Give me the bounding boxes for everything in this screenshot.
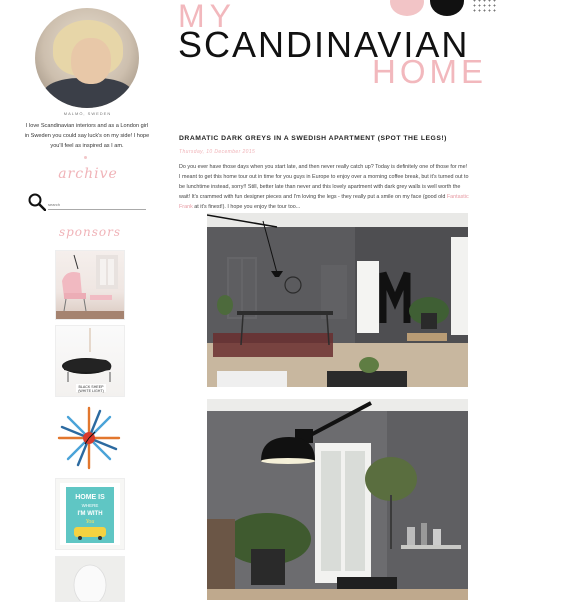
- sponsor-ad-white-lamp[interactable]: [55, 556, 125, 602]
- post-photo-living-room: [207, 213, 468, 387]
- svg-text:HOME IS: HOME IS: [75, 494, 105, 501]
- svg-text:WHERE: WHERE: [81, 503, 99, 508]
- svg-text:I'M WITH: I'M WITH: [77, 511, 103, 517]
- logo-scandinavian[interactable]: SCANDINAVIAN: [178, 24, 470, 65]
- search-input[interactable]: [48, 200, 146, 210]
- decorative-dot-grid: [472, 0, 498, 14]
- author-avatar: [35, 8, 139, 108]
- post-body: [179, 162, 469, 212]
- sponsor-ad-black-sheep[interactable]: [55, 325, 125, 397]
- search-icon[interactable]: [28, 193, 46, 211]
- post-title[interactable]: DRAMATIC DARK GREYS IN A SWEDISH APARTMENT (SPOT THE LEGS!): [179, 135, 447, 142]
- post-body-text: Do you ever have those days when you start late, and then never really catch up? Today is definitely one of those for me! I meant to get this home tour out in time for you guys in Europe to enjoy over a morning coffee break, but it's turned out to be lunchtime instead, sorry!! Still, better late than never and this lovely apartment with dark grey walls is well worth the wait! It's crammed with fun designer pieces and I'm loving the legs - they really put a smile on my face (good old: [179, 164, 469, 200]
- archive-heading[interactable]: archive: [58, 166, 118, 182]
- fantastic-frank-link[interactable]: Fantastic Frank: [179, 194, 469, 210]
- author-bio: I love Scandinavian interiors and as a London girl in Sweden you could say luck's on my side! I hope you'll feel as inspired as I am.: [24, 123, 150, 149]
- sponsors-heading: sponsors: [58, 225, 122, 239]
- post-photo-lamp-corner: [207, 399, 468, 600]
- sponsor-ad-pink-chair[interactable]: [55, 250, 125, 320]
- sponsor-ad-starburst-clock[interactable]: [55, 404, 123, 472]
- logo-home[interactable]: HOME: [372, 53, 487, 90]
- post-date: Thursday, 10 December 2015: [179, 149, 256, 155]
- svg-text:BLACK SHEEP: BLACK SHEEP: [78, 385, 104, 389]
- svg-text:(WHITE LIGHT): (WHITE LIGHT): [78, 389, 104, 393]
- post-body-text-end: at it's finest!). I hope you enjoy the tour too...: [192, 204, 301, 210]
- svg-text:You: You: [85, 519, 95, 525]
- logo-my[interactable]: MY: [178, 0, 236, 34]
- sponsor-ad-home-poster[interactable]: [55, 478, 125, 550]
- author-location: MALMÖ, SWEDEN: [63, 111, 112, 116]
- decorative-pink-circle: [390, 0, 424, 16]
- decorative-black-circle: [430, 0, 464, 16]
- divider-dot: [84, 156, 87, 159]
